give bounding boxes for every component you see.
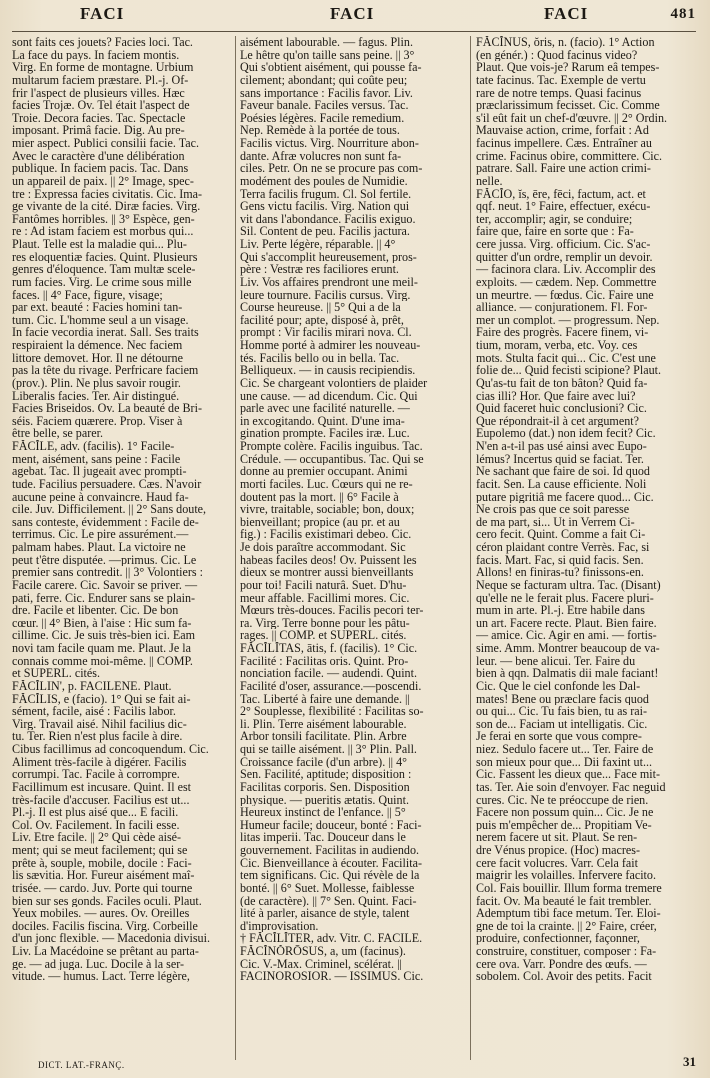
text-line: genres d'éloquence. Tam multæ scele- xyxy=(12,263,196,276)
text-line: Troie. Decora facies. Tac. Spectacle xyxy=(12,111,186,125)
text-line: Col. Fais bouillir. Illum forma tremere xyxy=(476,881,662,895)
text-line: donne au premier occupant. Animi xyxy=(240,465,408,478)
text-line: facinus impellere. Cæs. Entraîner au xyxy=(476,137,652,150)
text-line: Croissance facile (d'un arbre). || 4° xyxy=(240,755,407,769)
text-line: li. Plin. Terre aisément labourable. xyxy=(240,717,407,731)
text-line: cere jussa. Virg. officium. Cic. S'ac- xyxy=(476,238,651,251)
text-line: tu. Ter. Rien n'est plus facile à dire. xyxy=(12,730,183,743)
text-line: d'un jonc flexible. — Macedonia divisui. xyxy=(12,932,210,945)
text-line: rum facies. Virg. Le crime sous mille xyxy=(12,275,192,289)
text-line: qu'elle ne le ferait plus. Facere pluri- xyxy=(476,591,654,605)
text-line: pati, ferre. Cic. Endurer sans se plain- xyxy=(12,591,196,605)
text-line: Tac. Liberté à faire une demande. || xyxy=(240,692,410,706)
text-line: sime. Amm. Montrer beaucoup de va- xyxy=(476,642,660,655)
text-line: tas. Ter. Aie soin d'envoyer. Fac neguid xyxy=(476,780,666,794)
text-line: mier aspect. Publici consilii facie. Tac. xyxy=(12,137,199,150)
text-line: Faire des progrès. Facere finem, vi- xyxy=(476,326,649,339)
text-line: maigrir les volailles. Infervere facito. xyxy=(476,869,656,882)
text-line: Avec le caractère d'une délibération xyxy=(12,149,185,163)
text-line: pas la tête du rivage. Perfricare faciem xyxy=(12,364,199,377)
text-line: frir l'aspect de plusieurs villes. Hæc xyxy=(12,86,185,100)
text-line: Que répondrait-il à cet argument? xyxy=(476,414,639,428)
text-line: Ne sachant que faire de soi. Id quod xyxy=(476,465,650,478)
text-line: FĂCĬLIS, e (facio). 1° Qui se fait ai- xyxy=(12,692,191,706)
text-line: Nep. Remède à la portée de tous. xyxy=(240,124,400,137)
text-line: dre Vénus propice. (Hoc) macres- xyxy=(476,844,640,857)
text-line: aisément labourable. — fagus. Plin. xyxy=(240,36,413,49)
text-line: Facere non possum quin... Cic. Je ne xyxy=(476,806,654,819)
text-line: cero fecit. Quint. Comme a fait Ci- xyxy=(476,528,646,541)
text-line: nelle. xyxy=(476,174,503,188)
text-line: tés. Facilis bello ou in bella. Tac. xyxy=(240,351,400,365)
text-line: Liberalis facies. Ter. Air distingué. xyxy=(12,389,180,403)
text-line: faire que, faire en sorte que : Fa- xyxy=(476,225,634,238)
text-line: Fantômes horribles. || 3° Espèce, gen- xyxy=(12,212,195,226)
text-line: in excogitando. Quint. D'une ima- xyxy=(240,414,405,428)
text-line: FĂCĬNŎRŌSUS, a, um (facinus). xyxy=(240,945,406,958)
text-line: 2° Souplesse, flexibilité : Facilitas so- xyxy=(240,705,424,718)
text-line: rages. || COMP. et SUPERL. cités. xyxy=(240,629,407,642)
text-line: litas imperii. Tac. Douceur dans le xyxy=(240,831,406,844)
signature-number: 31 xyxy=(683,1054,696,1069)
text-line: leure tournure. Facilis cursus. Virg. xyxy=(240,288,411,302)
text-line: mots. Stulta facit qui... Cic. C'est une xyxy=(476,351,656,365)
text-line: Cibus facillimus ad concoquendum. Cic. xyxy=(12,743,209,756)
text-line: ge vivante de la cité. Diræ facies. Virg. xyxy=(12,200,201,213)
text-line: morti faciles. Luc. Cœurs qui ne re- xyxy=(240,477,413,491)
text-line: Gens victu facilis. Virg. Nation qui xyxy=(240,200,410,213)
column-divider-1 xyxy=(235,36,236,1060)
text-line: ment; qui se meut facilement; qui se xyxy=(12,844,188,857)
text-line: corrumpi. Tac. Facile à corrompre. xyxy=(12,768,180,781)
text-line: tum. Cic. L'homme seul a un visage. xyxy=(12,313,189,327)
text-line: agebat. Tac. Il jugeait avec prompti- xyxy=(12,465,187,478)
text-line: être belle, se parer. xyxy=(12,427,103,440)
text-line: tem significans. Cic. Qui révèle de la xyxy=(240,869,420,882)
text-line: Ne crois pas que ce soit paresse xyxy=(476,503,630,516)
text-line: tre : Expressa facies civitatis. Cic. Ima- xyxy=(12,187,203,201)
text-line: et SUPERL. cités. xyxy=(12,667,101,680)
text-line: ment, aisément, sans peine : Facile xyxy=(12,452,181,466)
text-line: FĂCĬLIN', p. FACILENE. Plaut. xyxy=(12,679,172,693)
text-line: gouvernement. Facilitas in audiendo. xyxy=(240,844,420,857)
text-line: FĂCĬLĬTAS, ātis, f. (facilis). 1° Cic. xyxy=(240,642,418,655)
text-line: re : Ad istam faciem est morbus qui... xyxy=(12,225,194,238)
text-line: FĂCĬO, ĭs, ēre, fēci, factum, act. et xyxy=(476,187,646,201)
text-line: Poésies légères. Facile remedium. xyxy=(240,111,405,125)
text-line: bonté. || 6° Suet. Mollesse, faiblesse xyxy=(240,881,415,895)
text-line: une cause. — ad dicendum. Cic. Qui xyxy=(240,389,418,403)
text-line: Facilité : Facilitas oris. Quint. Pro- xyxy=(240,654,409,668)
text-line: un appareil de paix. || 2° Image, spec- xyxy=(12,174,194,188)
text-line: Sen. Facilité, aptitude; disposition : xyxy=(240,768,412,781)
text-line: Qui s'obtient aisément, qui pousse fa- xyxy=(240,61,422,74)
text-line: sans conteste, évidemment : Facile de- xyxy=(12,515,199,529)
text-line: Humeur facile; douceur, bonté : Faci- xyxy=(240,818,422,832)
text-line: bienveillant; propice (au pr. et au xyxy=(240,515,400,529)
text-line: qqf. neut. 1° Faire, effectuer, exécu- xyxy=(476,200,651,213)
text-line: Facilité d'oser, assurance.—poscendi. xyxy=(240,679,422,693)
text-line: Mauvaise action, crime, forfait : Ad xyxy=(476,124,649,137)
text-line: cias illi? Hor. Que faire avec lui? xyxy=(476,389,636,403)
text-line: lémus? Incertus quid se faciat. Ter. xyxy=(476,452,644,466)
text-line: mates! Bene ou præclare facis quod xyxy=(476,692,649,706)
text-line: très-facile d'accuser. Facilius est ut... xyxy=(12,793,190,807)
text-line: Facillimum est incusare. Quint. Il est xyxy=(12,780,192,794)
text-line: cœur. || 4° Bien, à l'aise : Hic sum fa- xyxy=(12,616,192,630)
text-line: (prov.). Plin. Ne plus savoir rougir. xyxy=(12,376,181,390)
text-line: puis m'empêcher de... Propitiam Ve- xyxy=(476,818,652,832)
text-line: Homme porté à admirer les nouveau- xyxy=(240,339,421,352)
text-line: facies Trojæ. Ov. Tel était l'aspect de xyxy=(12,99,190,112)
header-right-word: FACI xyxy=(544,4,589,23)
text-line: exploits. — cædem. Nep. Commettre xyxy=(476,275,657,289)
text-line: facit. Ov. Ma beauté le fait trembler. xyxy=(476,894,652,908)
text-line: Cic. Fassent les dieux que... Face mit- xyxy=(476,768,661,781)
text-line: sobolem. Col. Avoir des petits. Facit xyxy=(476,970,652,983)
text-line: son mieux pour que... Dii faxint ut... xyxy=(476,755,653,769)
page-number: 481 xyxy=(670,6,696,22)
text-line: sont faits ces jouets? Facies loci. Tac. xyxy=(12,36,193,49)
text-line: Qu'as-tu fait de ton bâton? Quid fa- xyxy=(476,376,648,390)
text-line: vitude. — humus. Lact. Terre légère, xyxy=(12,970,190,983)
header-left-word: FACI xyxy=(80,4,125,23)
text-line: physique. — pueritis ætatis. Quint. xyxy=(240,793,409,807)
running-header xyxy=(12,4,696,30)
text-line: s'il eût fait un chef-d'œuvre. || 2° Ordin. xyxy=(476,111,668,125)
text-line: putare pigritiâ me facere quod... Cic. xyxy=(476,490,654,504)
text-line: Heureux instinct de l'enfance. || 5° xyxy=(240,806,406,819)
text-line: Belliqueux. — in causis recipiendis. xyxy=(240,364,416,377)
text-line: doutent pas la mort. || 6° Facile à xyxy=(240,490,399,504)
text-line: gination prompte. Faciles iræ. Luc. xyxy=(240,427,410,440)
text-line: nonciation facile. — audendi. Quint. xyxy=(240,667,417,680)
text-line: Facilis victus. Virg. Nourriture abon- xyxy=(240,137,419,150)
text-line: Arbor tonsili facilitate. Plin. Arbre xyxy=(240,730,407,743)
text-line: Cic. Se chargeant volontiers de plaider xyxy=(240,376,428,390)
text-line: céron plaidant contre Verrès. Fac, si xyxy=(476,541,650,554)
text-line: Cic. Que le ciel confonde les Dal- xyxy=(476,679,641,693)
text-line: nerem facere ut sit. Plaut. Se ren- xyxy=(476,831,638,844)
text-line: alliance. — conjurationem. Fl. For- xyxy=(476,301,648,314)
text-line: patrare. Sall. Faire une action crimi- xyxy=(476,162,651,175)
text-line: imposant. Primâ facie. Dig. Au pre- xyxy=(12,124,185,137)
text-line: Faveur banale. Faciles versus. Tac. xyxy=(240,99,409,112)
text-line: facilité pour; apte, disposé à, prêt, xyxy=(240,313,404,327)
text-line: prête à, souple, mobile, docile : Faci- xyxy=(12,856,192,870)
text-line: sément, facile, aisé : Facilis labor. xyxy=(12,705,176,718)
text-line: gne de toi la crainte. || 2° Faire, créer, xyxy=(476,919,657,933)
text-line: Allons! en finiras-tu? finissons-en. xyxy=(476,566,644,579)
text-line: — amice. Cic. Agir en ami. — fortis- xyxy=(476,629,657,642)
text-line: leur. — bene alicui. Ter. Faire du xyxy=(476,654,636,668)
text-line: FĂCĬNUS, ŏris, n. (facio). 1° Action xyxy=(476,36,655,49)
text-line: de ma part, si... Ut in Verrem Ci- xyxy=(476,515,635,529)
text-line: FACINOROSIOR. — ISSIMUS. Cic. xyxy=(240,970,424,983)
text-line: Plaut. Telle est la maladie qui... Plu- xyxy=(12,238,187,251)
text-line: Aliment très-facile à digérer. Facilis xyxy=(12,755,187,769)
text-line: Virg. Travail aisé. Nihil facilius dic- xyxy=(12,717,187,731)
text-line: lis sævitia. Hor. Fureur aisément maî- xyxy=(12,869,195,882)
text-line: dre. Facile et libenter. Cic. De bon xyxy=(12,604,179,617)
text-line: † FĂCĬLĬTER, adv. Vitr. C. FACILE. xyxy=(240,932,423,945)
text-line: rare de notre temps. Quasi facinus xyxy=(476,86,642,100)
text-line: ter, accomplir; agir, se conduire; xyxy=(476,212,633,226)
text-line: Liv. Etre facile. || 2° Qui cède aisé- xyxy=(12,831,182,844)
text-line: faces. || 4° Face, figure, visage; xyxy=(12,288,163,302)
text-line: habeas faciles deos! Ov. Puissent les xyxy=(240,553,417,567)
text-line: bien à qqn. Dalmatis dii male faciant! xyxy=(476,667,659,680)
text-line: dante. Afræ volucres non sunt fa- xyxy=(240,149,402,163)
text-line: ciles. Petr. On ne se procure pas com- xyxy=(240,162,423,175)
text-line: vivre, traitable, sociable; bon, doux; xyxy=(240,503,415,516)
text-line: cere facit volucres. Varr. Cela fait xyxy=(476,856,638,870)
header-rule xyxy=(12,31,696,32)
text-line: aucune peine à convaincre. Haud fa- xyxy=(12,490,189,504)
text-line: construire, constituer, composer : Fa- xyxy=(476,945,657,958)
text-line: publique. In faciem pacis. Tac. Dans xyxy=(12,162,189,175)
text-line: un art. Facere recte. Plaut. Bien faire. xyxy=(476,616,657,630)
text-line: son de... Faciam ut intelligatis. Cic. xyxy=(476,717,648,731)
text-line: Prompte colère. Facilis inguibus. Tac. xyxy=(240,440,423,453)
text-line: (en génér.) : Quod facinus video? xyxy=(476,48,638,62)
text-line: Cic. Bienveillance à écouter. Facilita- xyxy=(240,856,423,870)
text-line: Mœurs très-douces. Facilis pecori ter- xyxy=(240,604,424,617)
text-line: cilement; abondant; qui coûte peu; xyxy=(240,73,408,87)
text-line: Facies Briseidos. Ov. La beauté de Bri- xyxy=(12,402,202,415)
text-line: sans importance : Facilis favor. Liv. xyxy=(240,86,413,100)
text-line: crime. Facinus obire, committere. Cic. xyxy=(476,149,663,163)
text-line: qui se taille aisément. || 3° Plin. Pall. xyxy=(240,743,417,756)
text-line: Facile carere. Cic. Savoir se priver. — xyxy=(12,578,198,592)
text-line: facit. Sen. La cause efficiente. Noli xyxy=(476,477,647,491)
text-line: bien sur ses gonds. Faciles oculi. Plaut. xyxy=(12,894,202,908)
text-line: Facilitas corporis. Sen. Disposition xyxy=(240,780,410,794)
text-line: ra. Virg. Terre bonne pour les pâtu- xyxy=(240,616,410,630)
text-line: Crédule. — occupantibus. Tac. Qui se xyxy=(240,452,424,466)
text-line: Qui s'accomplit heureusement, pros- xyxy=(240,250,417,264)
text-line: lité à parler, aisance de style, talent xyxy=(240,907,410,920)
text-line: FĂCĬLE, adv. (facilis). 1° Facile- xyxy=(12,440,175,453)
text-line: Liv. La Macédoine se prêtant au parta- xyxy=(12,945,199,958)
text-line: cere ova. Varr. Pondre des œufs. — xyxy=(476,957,647,971)
text-column-3 xyxy=(476,36,698,983)
text-line: Neque se facturam ultra. Tac. (Disant) xyxy=(476,578,661,592)
text-line: par ext. beauté : Facies homini tan- xyxy=(12,301,183,314)
text-line: Liv. Vos affaires prendront une meil- xyxy=(240,275,418,289)
text-line: tate facinus. Tac. Exemple de vertu xyxy=(476,73,646,87)
text-line: Ademptum tibi face metum. Ter. Eloi- xyxy=(476,907,661,920)
text-line: Cic. V.-Max. Criminel, scélérat. || xyxy=(240,957,402,971)
text-line: quitter d'un ordre, remplir un devoir. xyxy=(476,250,653,264)
text-line: respiraient la démence. Nec faciem xyxy=(12,339,183,352)
text-line: (de caractère). || 7° Sen. Quint. Faci- xyxy=(240,894,417,908)
text-line: tium, moram, verba, etc. Voy. ces xyxy=(476,339,638,352)
text-column-1 xyxy=(12,36,230,983)
text-line: mer un complot. — progressum. Nep. xyxy=(476,313,660,327)
text-line: Je ferai en sorte que vous compre- xyxy=(476,730,642,743)
text-line: ge. — ad juga. Luc. Docile à la ser- xyxy=(12,957,185,971)
text-line: séis. Faciem quærere. Prop. Viser à xyxy=(12,414,183,428)
text-line: peut t'être disputée. —primus. Cic. Le xyxy=(12,553,197,567)
text-line: vit dans l'abondance. Facilis exiguo. xyxy=(240,212,416,226)
text-line: cures. Cic. Ne te préoccupe de rien. xyxy=(476,793,649,807)
text-line: La face du pays. In faciem montis. xyxy=(12,48,180,62)
text-line: Eupolemo (dat.) non idem fecit? Cic. xyxy=(476,427,656,440)
text-line: niez. Sedulo facere ut... Ter. Faire de xyxy=(476,743,654,756)
text-line: res eloquentiæ facies. Quint. Plusieurs xyxy=(12,250,198,264)
text-line: meur affable. Facillimi mores. Cic. xyxy=(240,591,410,605)
text-line: multarum faciem præstare. Pl.-j. Of- xyxy=(12,73,189,87)
text-line: Terra facilis frugum. Cl. Sol fertile. xyxy=(240,187,412,201)
header-center-word: FACI xyxy=(330,4,375,23)
text-line: Plaut. Que vois-je? Rarum eâ tempes- xyxy=(476,61,660,74)
text-line: Pl.-j. Il est plus aisé que... E facili. xyxy=(12,806,179,819)
text-line: pour toi! Facili naturâ. Suet. D'hu- xyxy=(240,578,407,592)
text-line: dieux se montrer aussi bienveillants xyxy=(240,566,414,579)
text-line: modément des poules de Numidie. xyxy=(240,174,408,188)
text-line: — facinora clara. Liv. Accomplir des xyxy=(476,263,656,276)
text-line: connais comme moi-même. || COMP. xyxy=(12,654,193,668)
signature-mark: DICT. LAT.-FRANÇ. xyxy=(38,1060,125,1070)
text-line: Quid faceret huic conclusioni? Cic. xyxy=(476,402,647,415)
text-line: terrimus. Cic. Le pire assurément.— xyxy=(12,528,189,541)
text-line: folie de... Quid fecisti scipione? Plaut. xyxy=(476,364,662,377)
text-line: præclarissimum fecisset. Cic. Comme xyxy=(476,99,660,112)
text-line: Course heureuse. || 5° Qui a de la xyxy=(240,301,401,314)
text-line: ou qui... Cic. Tu fais bien, tu as rai- xyxy=(476,705,647,718)
text-line: premier sans contredit. || 3° Volontiers : xyxy=(12,566,203,579)
text-line: Liv. Perte légère, réparable. || 4° xyxy=(240,238,396,251)
text-line: Sil. Content de peu. Facilis jactura. xyxy=(240,225,410,238)
text-line: Le hêtre qu'on taille sans peine. || 3° xyxy=(240,48,415,62)
text-line: Virg. En forme de montagne. Urbium xyxy=(12,61,194,74)
text-line: mum in arte. Pl.-j. Etre habile dans xyxy=(476,604,645,617)
text-line: novi tam facile quam me. Plaut. Je la xyxy=(12,642,192,655)
text-line: In facie vecordia inerat. Sall. Ses traits xyxy=(12,326,199,339)
text-line: fig.) : Facilis existimari debeo. Cic. xyxy=(240,528,412,541)
text-line: père : Vestræ res faciliores erunt. xyxy=(240,263,399,276)
text-line: trisée. — cardo. Juv. Porte qui tourne xyxy=(12,881,193,895)
text-line: dociles. Facilis fiscina. Virg. Corbeille xyxy=(12,919,198,933)
column-divider-2 xyxy=(470,36,471,1060)
text-line: palmam habes. Plaut. La victoire ne xyxy=(12,541,186,554)
text-line: prompt : Vir facilis mirari nova. Cl. xyxy=(240,326,412,339)
text-line: Je dois paraître accommodant. Sic xyxy=(240,541,406,554)
text-line: d'improvisation. xyxy=(240,919,319,933)
text-line: facis. Mart. Fac, si quid facis. Sen. xyxy=(476,553,644,567)
text-line: N'en a-t-il pas usé ainsi avec Eupo- xyxy=(476,440,647,453)
text-line: un meurtre. — fœdus. Cic. Faire une xyxy=(476,288,654,302)
text-line: Col. Ov. Facilement. In facili esse. xyxy=(12,818,180,832)
text-line: tude. Facilius persuadere. Cæs. N'avoir xyxy=(12,477,202,491)
text-line: cillime. Cic. Je suis très-bien ici. Eam xyxy=(12,629,196,642)
text-line: Yeux mobiles. — aures. Ov. Oreilles xyxy=(12,907,190,920)
text-line: parle avec une facilité naturelle. — xyxy=(240,402,410,415)
text-line: produire, confectionner, façonner, xyxy=(476,932,640,945)
text-line: cile. Juv. Difficilement. || 2° Sans doute, xyxy=(12,503,207,516)
text-line: littore demovet. Hor. Il ne détourne xyxy=(12,351,183,365)
text-column-2 xyxy=(240,36,458,983)
